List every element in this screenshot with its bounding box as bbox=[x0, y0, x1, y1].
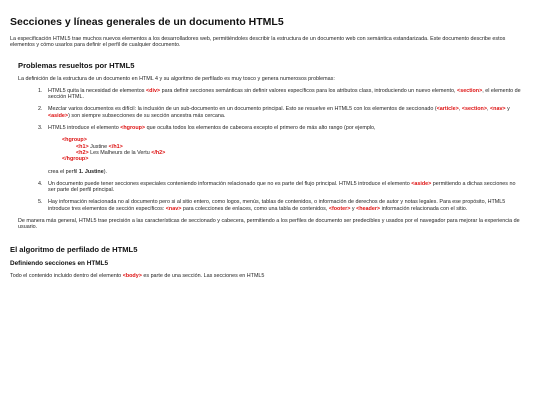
algorithm-paragraph: Todo el contenido incluido dentro del elemento <body> es parte de una sección. Las secciones en HTML5 bbox=[10, 272, 265, 279]
code-tag: <section> bbox=[461, 106, 487, 113]
list-item: 4. Un documento puede tener secciones especiales conteniendo información relacionado que no es parte del flujo principal. HTML5 introduce el elemento <aside> permitiendo a dichas secciones no ser parte del perfil principal. bbox=[44, 181, 522, 194]
code-example: <hgroup> <h1> Justine </h1> <h2> Les Malheurs de la Vertu </h2> </hgroup> bbox=[62, 137, 166, 163]
code-tag: <footer> bbox=[328, 205, 351, 212]
code-tag: <aside> bbox=[48, 112, 69, 119]
problems-section bbox=[10, 61, 528, 239]
algorithm-subheading: Definiendo secciones en HTML5 bbox=[10, 259, 109, 267]
problems-list bbox=[18, 88, 522, 212]
code-tag: <header> bbox=[356, 205, 381, 212]
problems-intro: La definición de la estructura de un documento en HTML 4 y su algoritmo de perfilado es muy tosco y genera numerosos problemas: bbox=[18, 75, 335, 82]
list-item: 2. Mezclar varios documentos es difícil: la inclusión de un sub-documento en un documento principal. Esto se resuelve en HTML5 con los elementos de seccionado (<article>, <section>, <nav> y <aside>) son siempre subsecciones de su sección ancestra más cercana. bbox=[44, 106, 522, 119]
code-tag: <nav> bbox=[490, 106, 506, 113]
code-tag: <section> bbox=[457, 87, 483, 94]
list-item: 5. Hay información relacionada no al documento pero si al sitio entero, como logos, menús, tablas de contenidos, o información de derechos de autor y notas legales. Para ese propósito, HTML5 introduce tres elementos de sección específicos: <nav> para colecciones de enlaces, como una tabla de contenidos, <footer> y <header> información relacionada con el sitio. bbox=[44, 199, 522, 212]
code-tag: <div> bbox=[146, 87, 161, 94]
page-title: Secciones y líneas generales de un documento HTML5 bbox=[10, 16, 284, 28]
code-tag: <article> bbox=[436, 106, 459, 113]
algorithm-heading: El algoritmo de perfilado de HTML5 bbox=[10, 244, 138, 254]
problems-heading: Problemas resueltos por HTML5 bbox=[18, 60, 135, 70]
code-tag: <aside> bbox=[411, 180, 432, 187]
code-tag: <hgroup> bbox=[120, 125, 146, 132]
intro-paragraph: La especificación HTML5 trae muchos nuevos elementos a los desarrolladores web, permitiéndoles describir la estructura de un documento web con semántica estandarizada. Este documento describe estos elementos y cómo usarlos para definir el perfil de cualquier documento. bbox=[10, 36, 506, 49]
list-item: 3. HTML5 introduce el elemento <hgroup> que oculta todos los elementos de cabecera excepto el primero de más alto rango (por ejemplo, <hgroup> <h1> Justine </h1> <h2> Les Malheurs de la Vertu </h2> </hgroup> crea el perfil 1. Justine). bbox=[44, 125, 522, 175]
list-item: 1. HTML5 quita la necesidad de elementos <div> para definir secciones semánticas sin definir valores específicos para los atributos class, introduciendo un nuevo elemento, <section>, el elemento de sección HTML. bbox=[44, 88, 522, 101]
code-tag: <nav> bbox=[165, 205, 182, 212]
problems-outro: De manera más general, HTML5 trae precisión a las características de seccionado y cabecera, permitiendo a los perfiles de documento ser predecibles y usados por el navegador para mejorar la experiencia de usuario. bbox=[18, 218, 520, 231]
code-tag: <body> bbox=[122, 272, 142, 279]
